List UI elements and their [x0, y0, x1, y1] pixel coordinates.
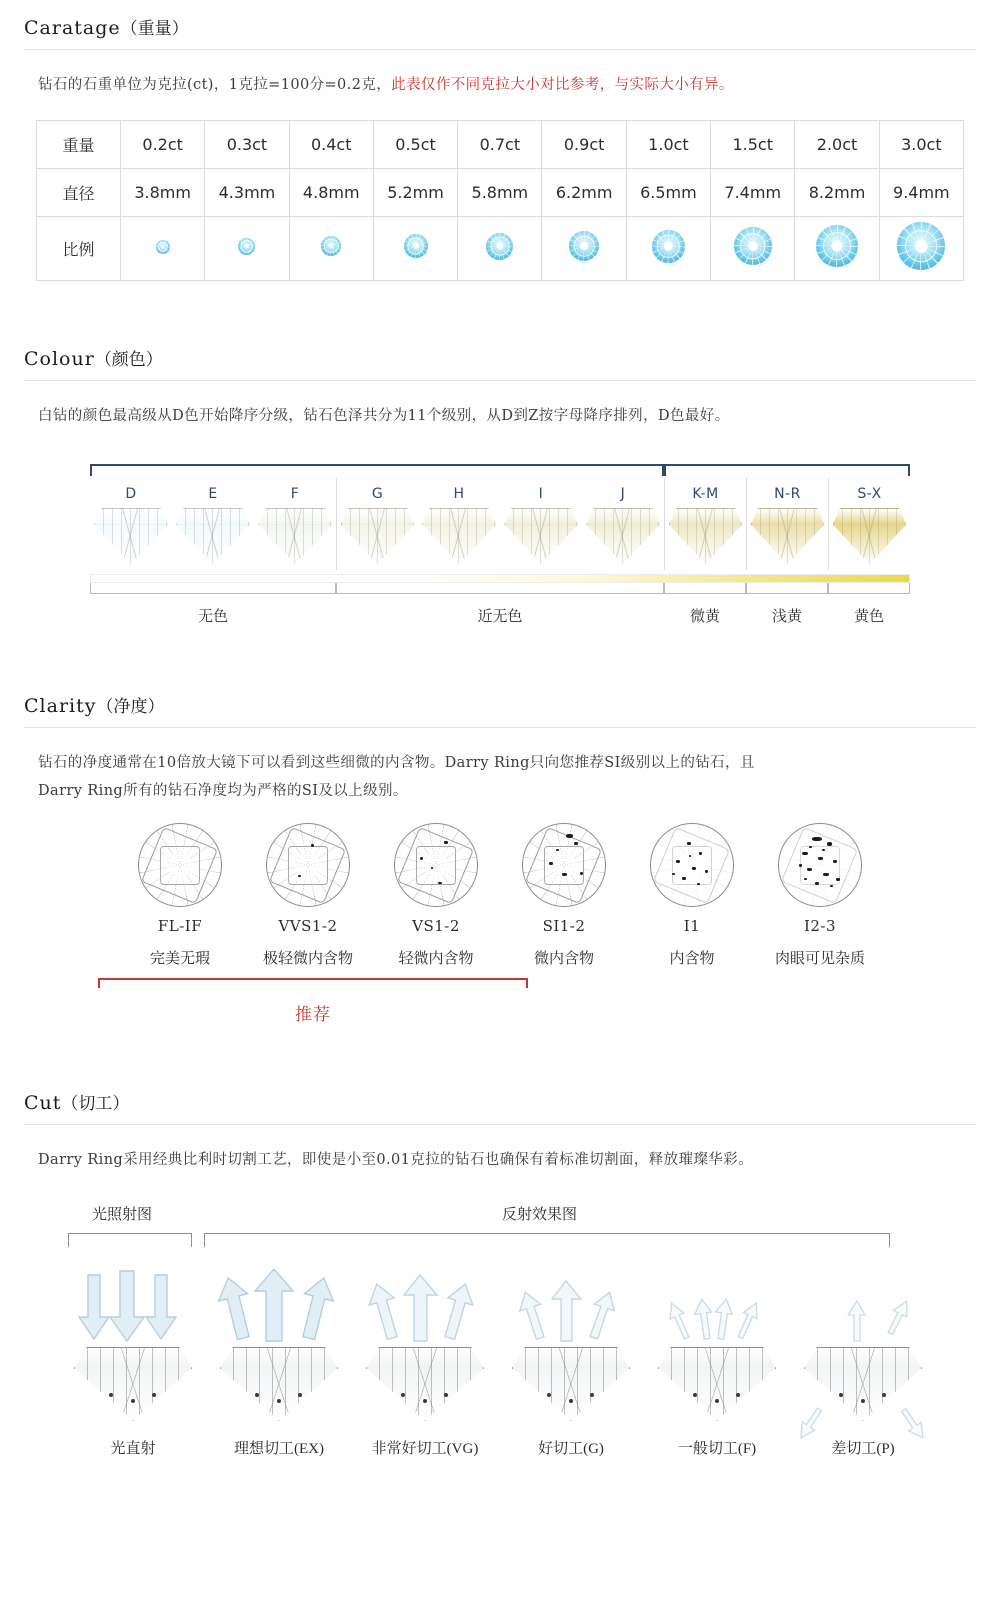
clarity-code: VVS1-2 — [278, 917, 338, 936]
diamond-icon — [156, 240, 170, 254]
diamond-facets-icon — [897, 222, 945, 270]
cell-diameter: 4.3mm — [205, 168, 289, 216]
clarity-item — [116, 823, 244, 968]
clarity-code: SI1-2 — [542, 917, 586, 936]
diamond-icon — [652, 230, 685, 263]
clarity-item — [244, 823, 372, 968]
cell-gem-visual — [542, 216, 626, 280]
clarity-intro — [38, 750, 962, 805]
cut-diamond — [790, 1347, 936, 1423]
colour-tone-row — [90, 605, 910, 626]
cut-diamond — [498, 1347, 644, 1423]
colour-grade-cell — [254, 478, 336, 570]
clarity-code: VS1-2 — [412, 917, 460, 936]
colour-gem — [582, 508, 664, 570]
cell-weight: 0.2ct — [121, 120, 205, 168]
colour-grade-cell — [500, 478, 582, 570]
arrow-up-icon — [206, 1269, 352, 1347]
tone-label: 微黄 — [689, 609, 720, 626]
colour-grade-cell — [90, 478, 172, 570]
section-title-cut-en: Cut — [24, 1092, 62, 1115]
cut-item — [206, 1269, 352, 1458]
colour-bottom-brackets — [90, 583, 910, 597]
cut-item-label: 光直射 — [110, 1440, 156, 1457]
cell-weight: 2.0ct — [795, 120, 879, 168]
diamond-facets-icon — [156, 240, 170, 254]
clarity-desc: 微内含物 — [533, 951, 594, 968]
bracket-colourless — [90, 583, 336, 594]
cell-weight: 1.0ct — [626, 120, 710, 168]
cell-gem-visual — [795, 216, 879, 280]
colour-grade-label: G — [371, 486, 384, 503]
cell-weight: 0.5ct — [373, 120, 457, 168]
clarity-scale — [0, 823, 1000, 968]
colour-gem — [418, 508, 500, 570]
clarity-diamond-icon — [138, 823, 222, 907]
cell-weight: 0.7ct — [458, 120, 542, 168]
arrow-scatter-icon — [790, 1269, 936, 1347]
arrow-up-icon — [498, 1269, 644, 1347]
section-caratage — [0, 0, 1000, 331]
cut-diamond — [60, 1347, 206, 1423]
colour-grade-label: H — [453, 486, 465, 503]
cell-diameter: 6.5mm — [626, 168, 710, 216]
light-arrows-down — [60, 1269, 206, 1347]
colour-gem — [665, 508, 746, 570]
colour-grade-row — [90, 478, 910, 570]
clarity-desc: 极轻微内含物 — [262, 951, 353, 968]
tone-label: 浅黄 — [771, 609, 802, 626]
section-title-caratage-cn: （重量） — [120, 19, 189, 38]
light-arrows-scatter — [790, 1269, 936, 1347]
cut-item-label: 差切工(P) — [831, 1440, 895, 1457]
tone-label: 黄色 — [853, 609, 884, 626]
clarity-code: I1 — [683, 917, 701, 936]
diamond-icon — [404, 234, 428, 258]
row-header-ratio: 比例 — [37, 216, 121, 280]
colour-gem — [747, 508, 828, 570]
cut-bracket-reflection — [204, 1233, 890, 1247]
cut-diamond — [206, 1347, 352, 1423]
arrow-up-icon — [644, 1269, 790, 1347]
cell-gem-visual — [205, 216, 289, 280]
section-title-caratage-en: Caratage — [24, 17, 121, 39]
cell-diameter: 7.4mm — [711, 168, 795, 216]
colour-grade-label: S-X — [857, 486, 882, 503]
caratage-intro-note: 此表仅作不同克拉大小对比参考，与实际大小有异。 — [391, 77, 734, 93]
cut-bracket-direct — [68, 1233, 192, 1247]
clarity-intro-line2: Darry Ring所有的钻石净度均为严格的SI及以上级别。 — [38, 782, 408, 799]
clarity-diamond-icon — [778, 823, 862, 907]
cell-diameter: 4.8mm — [289, 168, 373, 216]
arrow-down-icon — [60, 1269, 206, 1347]
cell-gem-visual — [289, 216, 373, 280]
bracket-light-yellow — [746, 583, 828, 594]
diamond-facets-icon — [321, 236, 341, 256]
colour-grade-cell — [418, 478, 500, 570]
cell-weight: 1.5ct — [711, 120, 795, 168]
colour-intro-text: 白钻的颜色最高级从D色开始降序分级，钻石色泽共分为11个级别，从D到Z按字母降序排列，D色最好。 — [38, 407, 730, 424]
clarity-diamond-icon — [394, 823, 478, 907]
clarity-item — [500, 823, 628, 968]
clarity-desc: 完美无瑕 — [149, 951, 210, 968]
section-title-clarity-en: Clarity — [24, 695, 97, 718]
cell-gem-visual — [626, 216, 710, 280]
colour-gem — [254, 508, 336, 570]
colour-scale — [0, 464, 1000, 626]
cell-diameter: 5.8mm — [458, 168, 542, 216]
section-colour — [0, 331, 1000, 679]
colour-grade-label: F — [290, 486, 300, 503]
section-title-colour-cn: （颜色） — [94, 349, 163, 369]
cut-item-label: 非常好切工(VG) — [371, 1440, 479, 1457]
cut-group-label-reflection: 反射效果图 — [502, 1206, 578, 1223]
cell-gem-visual — [458, 216, 542, 280]
colour-gem — [90, 508, 172, 570]
bracket-tinted — [664, 464, 910, 476]
section-title-colour-en: Colour — [24, 347, 95, 370]
section-cut — [0, 1075, 1000, 1494]
clarity-intro-line1: 钻石的净度通常在10倍放大镜下可以看到这些细微的内含物。Darry Ring只向您推荐SI级别以上的钻石，且 — [38, 755, 755, 772]
colour-grade-cell — [336, 478, 418, 570]
colour-grade-label: D — [125, 486, 137, 503]
arrow-up-icon — [352, 1269, 498, 1347]
cut-intro — [38, 1147, 962, 1175]
bracket-faint-yellow — [664, 583, 746, 594]
cut-item — [498, 1269, 644, 1458]
colour-grade-label: E — [208, 486, 218, 503]
colour-grade-cell — [582, 478, 664, 570]
colour-grade-cell — [664, 478, 746, 570]
cut-item-label: 一般切工(F) — [677, 1440, 757, 1457]
cell-diameter: 3.8mm — [121, 168, 205, 216]
diamond-icon — [486, 233, 513, 260]
table-row-weight — [37, 120, 964, 168]
colour-gem — [337, 508, 418, 570]
cut-intro-text: Darry Ring采用经典比利时切割工艺，即使是小至0.01克拉的钻石也确保有着标准切割面，释放璀璨华彩。 — [38, 1152, 753, 1169]
caratage-intro-text: 钻石的石重单位为克拉(ct)，1克拉=100分=0.2克， — [38, 77, 392, 93]
clarity-diamond-icon — [266, 823, 350, 907]
cell-diameter: 8.2mm — [795, 168, 879, 216]
clarity-desc: 轻微内含物 — [398, 951, 474, 968]
cut-item-label: 理想切工(EX) — [234, 1440, 324, 1457]
clarity-item — [628, 823, 756, 968]
colour-grade-label: N-R — [774, 486, 801, 503]
caratage-table — [36, 120, 964, 281]
colour-grade-cell — [828, 478, 910, 570]
cell-diameter: 9.4mm — [879, 168, 963, 216]
row-header-weight: 重量 — [37, 120, 121, 168]
colour-top-brackets — [90, 464, 910, 478]
section-title-colour — [24, 331, 976, 381]
colour-scale-inner — [90, 464, 910, 626]
caratage-intro — [38, 72, 962, 100]
diamond-facets-icon — [238, 238, 255, 255]
cut-item — [790, 1269, 936, 1458]
colour-gem — [500, 508, 582, 570]
cell-weight: 0.3ct — [205, 120, 289, 168]
cell-gem-visual — [121, 216, 205, 280]
clarity-code: I2-3 — [803, 917, 837, 936]
caratage-table-wrap — [36, 120, 964, 281]
tone-label: 无色 — [197, 609, 228, 626]
section-title-clarity — [24, 678, 976, 728]
cut-items-row — [0, 1269, 1000, 1458]
recommend-label: 推荐 — [295, 1005, 331, 1025]
colour-intro — [38, 403, 962, 431]
section-clarity — [0, 678, 1000, 1075]
diamond-icon — [816, 225, 858, 267]
light-arrows-up-weak — [644, 1269, 790, 1347]
cell-weight: 0.4ct — [289, 120, 373, 168]
cut-item-label: 好切工(G) — [538, 1440, 604, 1457]
cut-item — [644, 1269, 790, 1458]
light-arrows-up-medium — [498, 1269, 644, 1347]
table-row-diameter — [37, 168, 964, 216]
diamond-icon — [897, 222, 945, 270]
section-title-caratage — [24, 0, 976, 50]
diamond-icon — [734, 227, 772, 265]
light-arrows-up-strong — [206, 1269, 352, 1347]
table-row-ratio — [37, 216, 964, 280]
light-arrows-up-good — [352, 1269, 498, 1347]
recommend-bracket — [98, 978, 528, 988]
bracket-yellow — [828, 583, 910, 594]
section-title-clarity-cn: （净度） — [96, 697, 165, 717]
clarity-item — [756, 823, 884, 968]
diamond-icon — [321, 236, 341, 256]
diamond-facets-icon — [404, 234, 428, 258]
cell-gem-visual — [373, 216, 457, 280]
cell-diameter: 5.2mm — [373, 168, 457, 216]
colour-grade-cell — [172, 478, 254, 570]
diamond-facets-icon — [486, 233, 513, 260]
diamond-facets-icon — [816, 225, 858, 267]
tone-label: 近无色 — [477, 609, 523, 626]
clarity-desc: 内含物 — [669, 951, 715, 968]
colour-grade-cell — [746, 478, 828, 570]
colour-grade-label: J — [620, 486, 626, 503]
cut-diamond — [352, 1347, 498, 1423]
cell-diameter: 6.2mm — [542, 168, 626, 216]
clarity-diamond-icon — [650, 823, 734, 907]
clarity-code: FL-IF — [157, 917, 203, 936]
colour-grade-label: K-M — [692, 486, 719, 503]
cut-item — [60, 1269, 206, 1458]
colour-gem — [172, 508, 254, 570]
cell-gem-visual — [711, 216, 795, 280]
cut-group-labels — [0, 1201, 1000, 1265]
colour-gradient-bar — [90, 574, 910, 583]
cell-gem-visual — [879, 216, 963, 280]
colour-grade-label: I — [538, 486, 544, 503]
arrow-leak-icon — [790, 1403, 936, 1443]
colour-gem — [829, 508, 910, 570]
cut-diamond — [644, 1347, 790, 1423]
cell-weight: 0.9ct — [542, 120, 626, 168]
clarity-desc: 肉眼可见杂质 — [774, 951, 865, 968]
section-title-cut — [24, 1075, 976, 1125]
bracket-colourless-nearcolourless — [90, 464, 664, 476]
diamond-icon — [238, 238, 255, 255]
diamond-icon — [569, 231, 599, 261]
row-header-diameter: 直径 — [37, 168, 121, 216]
diamond-facets-icon — [734, 227, 772, 265]
cell-weight: 3.0ct — [879, 120, 963, 168]
diamond-facets-icon — [569, 231, 599, 261]
clarity-item — [372, 823, 500, 968]
section-title-cut-cn: （切工） — [61, 1094, 130, 1114]
clarity-recommend — [10, 978, 990, 1025]
clarity-diamond-icon — [522, 823, 606, 907]
cut-group-label-direct: 光照射图 — [92, 1206, 153, 1223]
cut-item — [352, 1269, 498, 1458]
diamond-facets-icon — [652, 230, 685, 263]
bracket-near-colourless — [336, 583, 664, 594]
